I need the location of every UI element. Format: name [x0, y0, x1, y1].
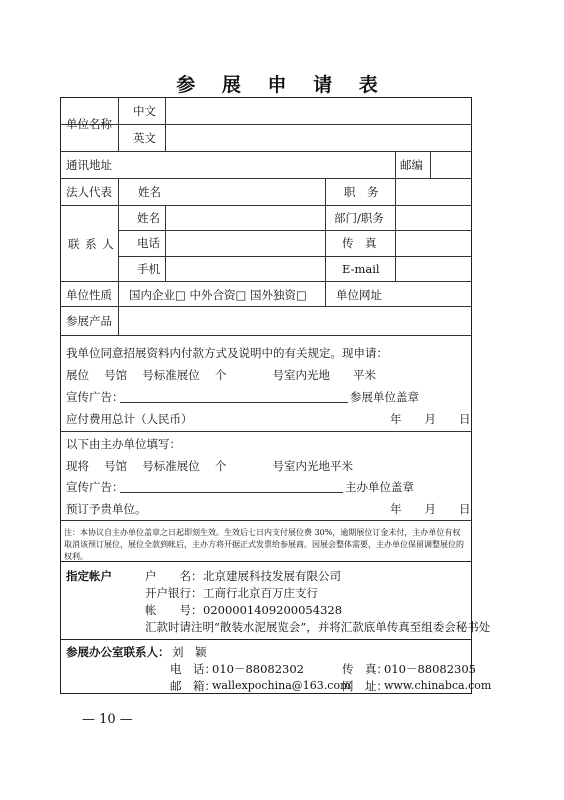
office-contact-person: 刘 颖 [172, 645, 207, 659]
postcode-field[interactable] [431, 152, 470, 177]
office-phone: 010－88082302 [212, 662, 304, 676]
contact-dept-label: 部门/职务 [334, 211, 384, 225]
account-number-label: 帐 号： [145, 603, 203, 617]
english-name-label: 英文 [133, 131, 156, 145]
page-number: — 10 — [82, 712, 133, 727]
contact-phone-label: 电话 [137, 236, 160, 250]
contact-fax-field[interactable] [396, 231, 470, 255]
products-field[interactable] [119, 307, 470, 334]
office-website-label: 网 址： [342, 679, 388, 693]
office-contact-label: 参展办公室联系人： [66, 645, 170, 659]
legal-rep-label: 法人代表 [66, 185, 112, 199]
organizer-reserve-label: 预订予贵单位。 [66, 502, 147, 516]
legal-rep-name-field[interactable] [166, 179, 324, 204]
english-name-field[interactable] [166, 125, 470, 150]
application-seal-label: 参展单位盖章 [350, 390, 419, 404]
account-number: 0200001409200054328 [203, 603, 343, 617]
application-statement: 我单位同意招展资料内付款方式及说明中的有关规定。现申请： [66, 346, 388, 360]
contact-phone-field[interactable] [166, 231, 324, 255]
office-email-label: 邮 箱： [170, 679, 216, 693]
account-holder-label: 户 名： [145, 569, 203, 583]
website-label: 单位网址 [336, 288, 382, 302]
office-fax: 010－88082305 [384, 662, 476, 676]
contact-mobile-field[interactable] [166, 257, 324, 280]
contact-dept-field[interactable] [396, 206, 470, 229]
unit-type-options[interactable]: 国内企业□ 中外合资□ 国外独资□ [129, 288, 307, 302]
form-title: 参 展 申 请 表 [176, 74, 388, 96]
organizer-booth-line: 现将 号馆 号标准展位 个 号室内光地平米 [66, 459, 353, 473]
application-ad-label: 宣传广告： [66, 390, 124, 404]
office-website[interactable]: www.chinabca.com [384, 679, 492, 692]
application-date: 年 月 日 [390, 412, 471, 426]
legal-rep-name-label: 姓名 [138, 185, 161, 199]
products-label: 参展产品 [66, 314, 112, 328]
organizer-intro: 以下由主办单位填写： [66, 437, 181, 451]
contact-name-label: 姓名 [137, 211, 160, 225]
contact-mobile-label: 手机 [137, 262, 160, 276]
contact-fax-label: 传 真 [342, 236, 377, 250]
chinese-name-label: 中文 [133, 104, 156, 118]
account-holder: 北京建展科技发展有限公司 [203, 569, 341, 583]
organizer-date: 年 月 日 [390, 502, 471, 516]
total-fee-label: 应付费用总计（人民币） [66, 412, 193, 426]
contact-email-label: E-mail [342, 262, 380, 276]
office-fax-label: 传 真： [342, 662, 388, 676]
organizer-ad-underline [120, 492, 343, 493]
postcode-label: 邮编 [400, 158, 423, 172]
website-field[interactable] [396, 282, 470, 305]
bank-name: 工商行北京百万庄支行 [203, 586, 318, 600]
account-label: 指定帐户 [66, 569, 112, 583]
organizer-ad-label: 宣传广告： [66, 480, 124, 494]
company-name-label: 单位名称 [66, 117, 112, 131]
remit-note: 汇款时请注明“散装水泥展览会”，并将汇款底单传真至组委会秘书处 [145, 620, 491, 634]
unit-type-label: 单位性质 [66, 288, 112, 302]
terms-note: 注：本协议自主办单位盖章之日起即刻生效。生效后七日内支付展位费 30%，逾期展位订金未付，主办单位有权取消该预订展位，展位全款到帐后，主办方将开据正式发票给参展商。因展会整体需要，主办单位保留调整展位的权利。 [64, 528, 464, 561]
office-email[interactable]: wallexpochina@163.com [212, 679, 351, 692]
office-phone-label: 电 话： [170, 662, 216, 676]
address-label: 通讯地址 [66, 158, 112, 172]
bank-label: 开户银行： [145, 586, 203, 600]
legal-rep-position-field[interactable] [396, 179, 470, 204]
application-ad-underline[interactable] [120, 402, 348, 403]
contact-email-field[interactable] [396, 257, 470, 280]
application-booth-line: 展位 号馆 号标准展位 个 号室内光地 平米 [66, 368, 376, 382]
organizer-seal-label: 主办单位盖章 [345, 480, 414, 494]
chinese-name-field[interactable] [166, 98, 470, 123]
contact-label: 联 系 人 [68, 237, 115, 251]
contact-name-field[interactable] [166, 206, 324, 229]
address-field[interactable] [119, 152, 394, 177]
legal-rep-position-label: 职 务 [344, 185, 379, 199]
